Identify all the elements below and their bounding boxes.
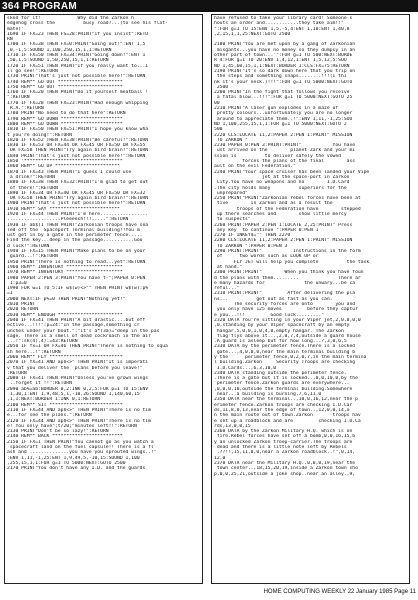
listing-line: 1740 REM** GO OUT *********************** <box>7 79 123 85</box>
listing-line: 2240 PRINT"Your space cruiser has been landed your Vipe <box>214 169 370 175</box>
listing-line: ective...!!!":p=24:"In the passage,something cr <box>7 323 140 329</box>
listing-line: .A guard is asleep but for how long...?,3,0,6,5 <box>214 339 347 345</box>
listing-line: 2210 PRINT"A laser gun explodes in a maze of <box>214 106 339 112</box>
listing-line: l building.Zarkon Security Troops are checking <box>214 360 356 366</box>
listing-line: town center..,18,15,20,19,inside a Zarkon town sho <box>214 466 358 472</box>
listing-line: 1910 REM** SAY ************************* <box>7 206 120 212</box>
listing-line: mate)' <box>7 26 24 32</box>
listing-line: dead and there is a little note left by Rebels <box>214 445 347 451</box>
listing-line: 2200 PRINT"In the fight that follows you receive <box>214 90 350 96</box>
listing-line: houts an order and............they take aim!!" <box>214 21 344 27</box>
listing-line: 1880 IF FX=38 THEN FX=32:PRINT"I'm glad to get out <box>7 180 149 186</box>
listing-line: OR FX=58 THEN PRINT"Try again bird brain!":RETURN <box>7 148 149 154</box>
listing-line: 2140 REM** BACK ************************* <box>7 434 123 440</box>
listing-line: 2030 REM** ENOUGH *********************** <box>7 312 123 318</box>
listing-line: led off the Spaceport Terminal building!!You m <box>7 227 140 233</box>
listing-line: .There is a gate but it is locked..,0,0,10,0,by the <box>214 376 358 382</box>
listing-line: R 4:FOR g=1 TO 20:ENV 1,4,12,1:ENT 1,5,12,5:SOU <box>214 58 347 64</box>
listing-line: 1710 IF FX=50 THEN FX=34:PRINT"Going down!":ENT 1 <box>7 53 146 59</box>
listing-line: 2500 <box>214 84 229 90</box>
listing-line: 2000 NEXT:IF p%=0 THEN PRINT"Nothing yet!" <box>7 296 126 302</box>
listing-line: =1 <box>7 291 13 297</box>
listing-line: :ENV 1,11,-1,25:ENT 1,9,49,5,-10,15:SOUND 1,100 <box>7 455 140 461</box>
listing-line: 500 <box>214 127 223 133</box>
listing-line: FLY JET will help you complete the task <box>214 259 370 265</box>
listing-line: sh here...!":RETURN <box>7 349 61 355</box>
listing-line: reful..." <box>214 286 240 292</box>
listing-line: The security forces are onto you and <box>214 302 356 308</box>
listing-line: 2190 PRINT"It's so dark down here that you trip on <box>214 68 356 74</box>
listing-line: tive in Zarkon and as a result the <box>214 201 333 207</box>
listing-line: 2340 DATA standing outside the perimeter fence. <box>214 370 347 376</box>
right-listing-column <box>211 14 410 584</box>
listing-line: 12,0 <box>214 455 226 461</box>
listing-line: d the plans with them......... There ar <box>214 275 361 281</box>
listing-line: flag flys above it...,2,0,7,4,outside a guard house <box>214 333 361 339</box>
listing-line: sked for it! Why did the Zarkon h <box>7 16 134 21</box>
listing-line: up there searches and show little mercy <box>214 211 347 217</box>
listing-line: sage. There is a smell of dead cockroach in the air <box>7 333 151 339</box>
listing-line: ssion is to deliver safely the vowed <box>214 153 341 159</box>
listing-line: ds,11,8,0,13,near the edge of town..,12,0,0,14,o <box>214 407 350 413</box>
listing-line: 2330 DATA by the perimeter fence.There is a locked <box>214 344 356 350</box>
listing-line: 2010 PRINT <box>7 302 36 308</box>
listing-line: 1990 FOR w=1 TO 5:IF w$(w)<>"" THEN PRINT w$(w):p% <box>7 286 149 292</box>
listing-line: 2130 PRINT"Don't be so lazy!":RETURN <box>7 429 109 435</box>
listing-line: unprepared" <box>214 190 248 196</box>
listing-line: 2070 IF fX=41 AND ap$<>" THEN PRINT"It is imperati <box>7 360 149 366</box>
listing-line: 1960 REM** INVENTORY ******************** <box>7 264 123 270</box>
listing-line: 1,30,1:ENT 1,9,48,5,1,-10,26:SOUND 1,140,60,15 <box>7 392 140 398</box>
listing-line: 2300 PRINT:PRINT" When you think you have foun <box>214 270 364 276</box>
listing-line: 2290 PRINT:PRINT" Instructions in the form <box>214 249 361 255</box>
listing-line: ault on the evil Federation." <box>214 164 296 170</box>
listing-line: 1850 '*********************************** <box>7 159 123 165</box>
listing-line: 1980 PAPER 2:PEN 3:PRINT"You have t-";PAPER 0:PEN <box>7 275 146 281</box>
listing-line: 2320 DATA You're sitting in your Viper jet,2,0,0,0,0 <box>214 317 361 323</box>
listing-line: erimeter fence.Zarkon troops are checking I.D.Car <box>214 402 353 408</box>
listing-line: gate...,4,0,0,0,near the main terminal building b <box>214 349 356 355</box>
listing-line: 2310 PRINT:PRINT" After delivering the pla <box>214 291 356 297</box>
listing-line: 2180 PRINT"You are met upon by a gang of Zarkonian <box>214 42 356 48</box>
listing-line: ns... get out as fast as you can. <box>214 296 333 302</box>
listing-line: 1900 PRINT"That's just not possible here!":RETURN <box>7 201 146 207</box>
listing-line: 2150 IF FX=1 THEN PRINT"You cannot go as you watch a <box>7 439 154 445</box>
listing-line: 1790 REM** GO DOWN ********************** <box>7 116 123 122</box>
listing-line: 1860 REM** GO UP *********************** <box>7 164 120 170</box>
listing-line: ":RETURN <box>7 95 30 101</box>
listing-line: ,255,15,1,1:FOR g=1 TO 5000:NEXT:GOTO 2500 <box>7 460 126 466</box>
listing-line: at hand." <box>214 264 243 270</box>
listing-line: ash and ..............you have you sprouted wings..!" <box>7 450 157 456</box>
page-footer: HOME COMPUTING WEEKLY 22 January 1985 Page 11 <box>263 589 416 595</box>
listing-line: R.A.":RETURN <box>7 106 44 112</box>
listing-line: other part of town...'":FOR g=1 TO 500:NEXT:BORDE <box>214 53 353 59</box>
listing-line: of there!":RETURN <box>7 185 58 191</box>
header-bar <box>0 0 418 12</box>
listing-line: 2120 IF FX=44 AND ap$<>" THEN PRINT"There is no tim <box>7 418 151 424</box>
listing-line: 1780 PRINT"No need to do that here":RETURN <box>7 111 126 117</box>
listing-line: e set up a roadblock and are checking I.D.Ca <box>214 418 361 424</box>
listing-line: p,0,0,25,21,outside a joke shop..near an alley.,9, <box>214 471 356 477</box>
listing-line: 1950 PRINT"There is nothing to read...yet":RETURN <box>7 259 146 265</box>
listing-line: 00 <box>214 100 220 106</box>
listing-line: ND 1,45,60,15,1,1:NEXT:BORDER 1:CLS:FX=75:RETURN <box>214 63 350 69</box>
listing-line: y the perimeter fence,0,2,0,7,in the main termina <box>214 355 367 360</box>
listing-line: to suspects" <box>214 217 251 223</box>
listing-line: 1930 IF ab$(1 THEN PRINT"Zarkonian troops have sea <box>7 222 149 228</box>
listing-line: 2040 IF FX=41 THEN PRINT"A bit drastic....but eff <box>7 317 146 323</box>
listing-line: ust get in by a gate in the perimeter fence..... <box>7 233 143 239</box>
listing-line: ,50,1,5:SOUND 1,50,250,15,1,1:RETURN <box>7 58 109 64</box>
listing-line: jet at the space-port in Zarkon <box>214 174 350 180</box>
listing-line: 2350 DATA near the terminal..,10,0,16,12,near the p <box>214 397 358 403</box>
listing-line: 1830 IF FX=53 OR FX=44 OR FX=45 OR FX=50 OR FX=55 <box>7 143 146 149</box>
listing-line: near...a building is burning,7,6,11,0 <box>214 392 322 398</box>
listing-line: 2100 REM** SIT ************************** <box>7 402 123 408</box>
listing-line: t you're doing!":RETURN <box>7 132 72 138</box>
listing-line: e! You only have";t/20;"minutes left!!":RETURN <box>7 423 137 429</box>
listing-line: 1890 IF FX=34 OR FX=40 OR FX=45 OR FX=50 OR FX=32 <box>7 190 146 196</box>
listing-line: ND 1,100,255,15,1,1:FOR g=1 TO 5000:NEXT:GOTO 2 <box>214 121 347 127</box>
listing-line: 1810 IF FX=50 THEN FX=51:PRINT"I hope you know wha <box>7 127 149 133</box>
listing-line: 2280 CLS:LOCATE 11,2:PAPER 2:PEN 1:PRINT" MISSION <box>214 238 353 244</box>
listing-line: hangar,5,0,0,1,0,4,0,empty hangar. The Zarkon <box>214 328 344 334</box>
listing-line: 2110 IF FX=44 AND ap$<>" THEN PRINT"There is no tim <box>7 407 151 413</box>
listing-line: 2050 IF fx=1 OR FX=46 THEN PRINT"There is nothing to squa <box>7 344 168 350</box>
listing-line: 1800 REM** GO DOWN ********************** <box>7 121 123 127</box>
listing-line: 2080 IF FX=41 THEN PRINT"Unless you've grown wings <box>7 376 149 382</box>
listing-line: 1940 IF FX=15 THEN PRINT"Make plans to be on your <box>7 249 146 255</box>
listing-line: around to appreciate them..!":ENV 1,11,-1,25:SOU <box>214 116 353 122</box>
listing-line: 2270 IF INKEY$="" THEN 2270 <box>214 233 291 239</box>
listing-line: 2230 PAPER 0:PEN 3:PRINT:PRINT" You have <box>214 143 356 149</box>
listing-columns <box>4 14 416 584</box>
listing-line: have refused to take your library card! Someone s <box>214 16 353 21</box>
listing-line: TO ZARKON ":PAPER 0:PEN 3 <box>214 243 288 249</box>
listing-line: troops of the Federation have stepped <box>214 206 361 212</box>
listing-line: forces the plans of the final ass <box>214 159 356 165</box>
listing-line: ,1,1:NEXT:BORDER 1:INK 0,1:RETURN <box>7 397 101 403</box>
listing-line: 1720 IF FX=51 THEN PRINT"If you really want to...I <box>7 63 149 69</box>
listing-line: d luck!":RETURN <box>7 243 50 249</box>
listing-line: fire.Rebel forces have set off a bomb,0,0,16,15,b <box>214 434 356 440</box>
listing-line: of two words such as LOOK UP or <box>214 254 319 260</box>
listing-line: nk it's your neck.)!!!":FOR g=1 TO 5000:NEXT:GOTO <box>214 79 353 85</box>
listing-line: .??!!,15,11,0,0,near a Zarkon roadblock..!",0,14, <box>214 450 356 456</box>
listing-line: TO ZARKON " <box>214 137 248 143</box>
listing-line: spacecraft land on the fuel capsule!! There is a fl <box>7 445 154 451</box>
listing-line: .The city holds many superiors for the <box>214 185 347 191</box>
listing-line: 2360 DATA by the Zarkon Military H.Q. which is on <box>214 429 353 435</box>
page-title: 364 PROGRAM <box>2 1 77 12</box>
listing-line: a drink!":RETURN <box>7 174 55 180</box>
listing-line: rds,13,0,0,15 <box>214 423 251 429</box>
listing-line: guard...!":RETURN <box>7 254 58 260</box>
listing-line: ust arrived on the planet Zark and your mi <box>214 148 356 154</box>
listing-line: ,0,-1,5:SOUND 1,100,250,15,1,1:RETURN <box>7 47 112 53</box>
listing-line: a fatal blow...!!!":FOR g=1 TO 5000:NEXT:GOTO 25 <box>214 95 353 101</box>
listing-line: ,0,standing by your Viper spacecraft by an empty <box>214 323 350 329</box>
listing-line: 2370 DATA near the Military H.Q..0,0,0,19,near the <box>214 460 356 466</box>
listing-line: perimeter fence.Zarkon guards are everywhere... <box>214 381 350 387</box>
listing-line: e...for see the plans.":RETURN <box>7 413 92 419</box>
listing-line: ll go see!":RETURN <box>7 68 58 74</box>
listing-line: 2260 PRINT:PAPER 2:PEN 1:LOCATE 2,25:PRINT" Press <box>214 222 353 228</box>
listing-line: any key to continue ":PAPER 0:PEN 1 <box>214 227 319 233</box>
listing-line: 1750 REM** GO OUT *********************** <box>7 84 123 90</box>
listing-line: 1730 PRINT"That's just not possible here!":RETURN <box>7 74 146 80</box>
listing-line: 1:p3=0 <box>7 280 27 286</box>
left-listing-column <box>4 14 203 584</box>
listing-line: 1970 REM** INVENTORY ******************** <box>7 270 123 276</box>
listing-line: ...!":sk(4),4):=43:RETURN <box>7 339 78 345</box>
listing-line: ":FOR g=1 TO 15:ENV 1,5,-5,4:ENT 1,10:ENT 1,40,8 <box>214 26 350 32</box>
listing-line: ...................Pleeeesh!!!.....":RETURN <box>7 217 129 223</box>
listing-line: :RETURN <box>7 370 27 376</box>
listing-line: e many hazards for the unwary...be ca <box>214 280 356 286</box>
listing-line: n the main route out of town.Zarkon troops hav <box>214 413 361 419</box>
listing-line: 1870 IF FX=43 THEN PRINT"I guess I could use <box>7 169 132 175</box>
listing-line: ,0,0,0,10,outside the terminal building.Somewhere <box>214 386 353 392</box>
listing-line: edgehog cross the busy road?...(to see his flat- <box>7 21 168 27</box>
listing-line: 2250 PRINT"PRINT"Zarkonian rebel forces have been at <box>214 196 361 202</box>
listing-line: 1760 IF FX=20 THEN PRINT"Do it yourself meatball ! <box>7 90 149 96</box>
listing-line: I.D.Cards...,6,3,10,0 <box>214 365 277 371</box>
listing-line: unches under your boot.":"it's a*(3a)="deep in the pas <box>7 328 160 334</box>
listing-line: 2220 CLS:LOCATE 11,2:PAPER 2:PEN 1:PRINT" MISSION <box>214 132 353 138</box>
listing-line: 1840 PRINT"That's just not possible here!":RETURN <box>7 153 146 159</box>
listing-line: 2020 RETURN <box>7 307 39 313</box>
listing-line: ,2,15,1,1,25:NEXT:GOTO 2500 <box>214 31 291 37</box>
listing-line: 1700 IF FX=38 THEN FX=0:PRINT"Going out!":ENT 1,5 <box>7 42 146 48</box>
listing-line: misgants...you have no money so they dumpsy in an <box>214 47 356 53</box>
listing-line: RN <box>7 37 13 43</box>
listing-line: the steps and something snaps........!!!(I thi <box>214 74 347 80</box>
listing-line: pretty colours...unfortunately you are no longer <box>214 111 353 117</box>
listing-line: Find the key...deep in the passage...........Goo <box>7 238 143 244</box>
listing-line: OR FX=58 THEN PRINT"Try again bird brain!":RETURN <box>7 196 149 202</box>
listing-line: 2170 PRINT"You don't have any I.D. and the guards <box>7 466 146 472</box>
listing-line: you only have 125 moves before they captur <box>214 307 358 313</box>
listing-line: 1770 IF FX=28 THEN FX=23:PRINT"Had enough whipping <box>7 100 149 106</box>
listing-line: City.You have no weapons and no I.D.Card <box>214 180 350 186</box>
listing-line: 1920 IF FX=44 THEN PRINT"I'm here................. <box>7 211 149 217</box>
listing-line: 1820 IF FX=52 THEN FX=38:PRINT"Be careful!":RETURN <box>7 137 149 143</box>
listing-line: ..forget it !!":RETURN <box>7 381 72 387</box>
listing-line: 1690 IF FX=23 THEN FS=28:PRINT"if you insist":RETU <box>7 31 149 37</box>
listing-line: 2060 REM** FLY ************************** <box>7 355 123 360</box>
listing-line: 2090 ab%=ab:BORDER 0,2:INK 0,2,5:FOR p=1 TO 15:ENV <box>7 386 149 392</box>
listing-line: e you...!!! Good luck........." <box>214 312 325 318</box>
listing-line: y an unlocked Zarkon troop-carrier.The troops are <box>214 439 353 445</box>
listing-line: v that you deliver the plans before you leave!" <box>7 365 143 371</box>
